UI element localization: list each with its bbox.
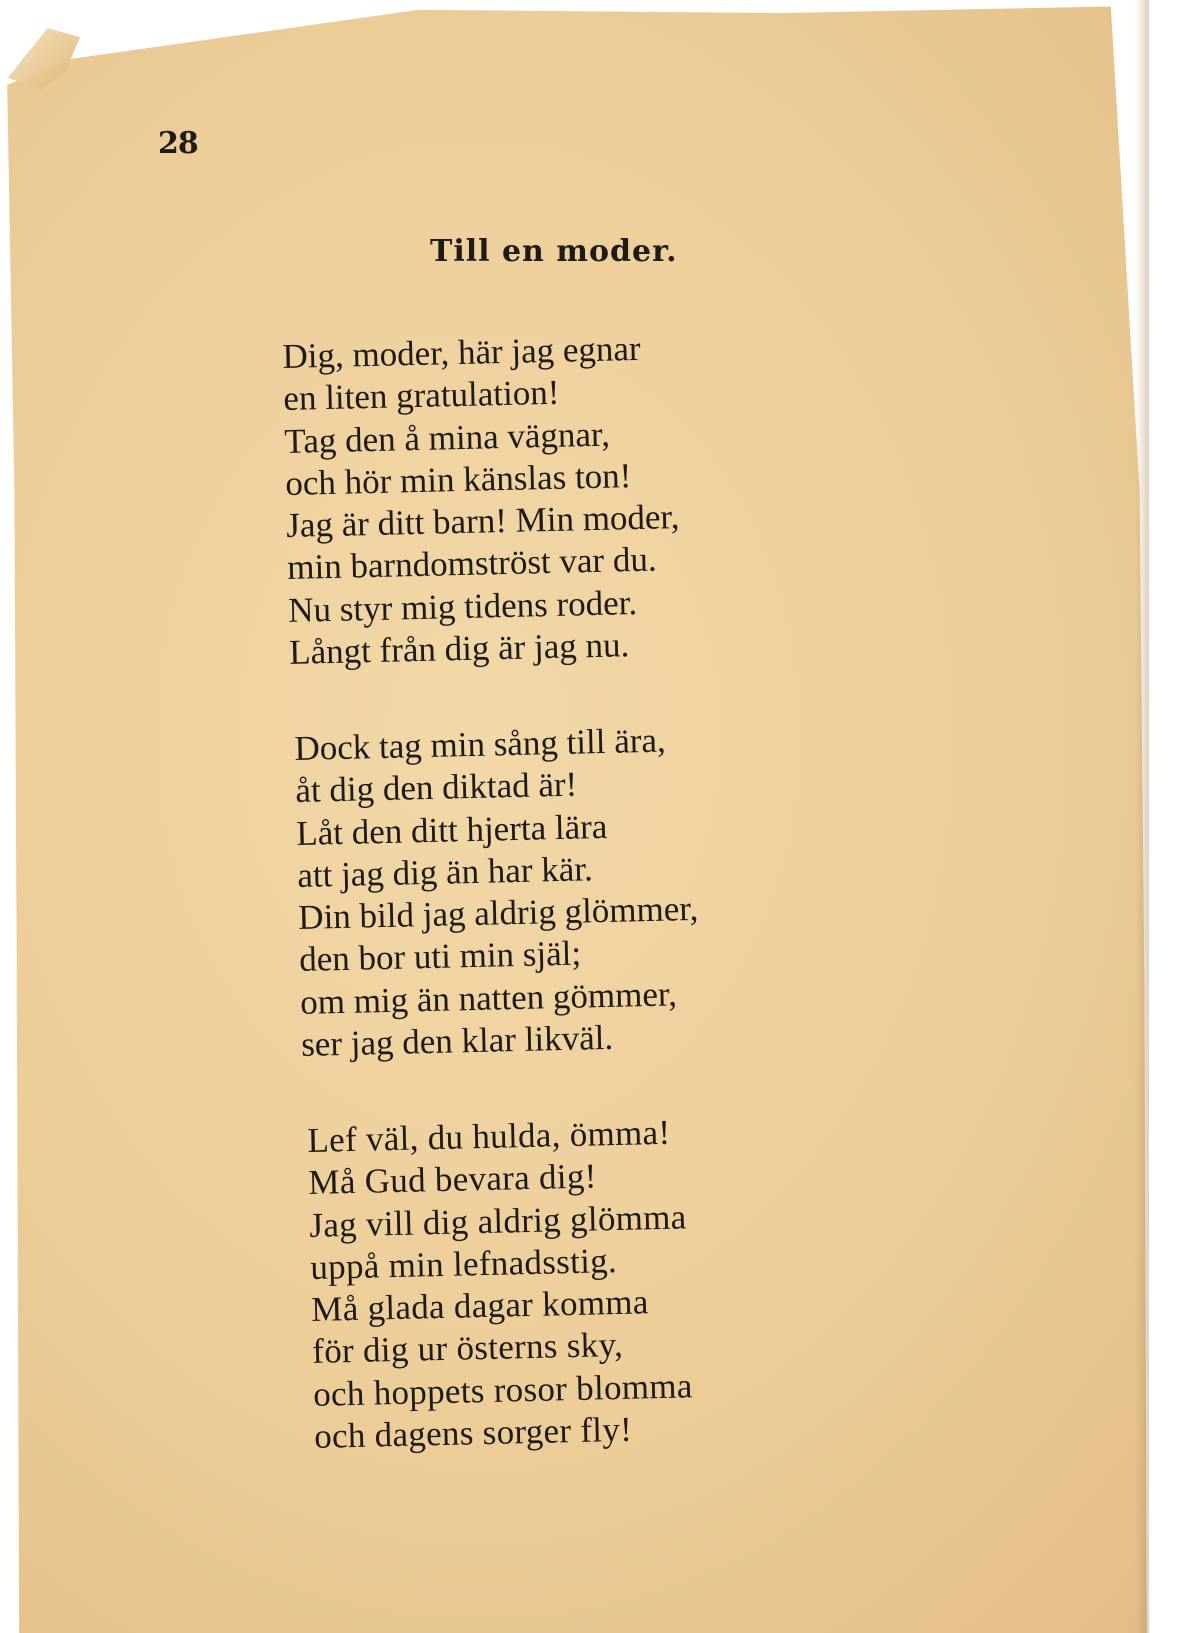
stanza-line: för dig ur österns sky, [311, 1325, 624, 1372]
page-number: 28 [158, 126, 198, 161]
stanza-line: och hoppets rosor blomma [312, 1366, 694, 1414]
stanza-line: Jag vill dig aldrig glömma [308, 1197, 687, 1245]
stanza-line: Jag är ditt barn! Min moder, [285, 497, 680, 546]
stanza-line: ser jag den klar likväl. [300, 1017, 614, 1064]
stanza-line: Dock tag min sång till ära, [294, 720, 667, 768]
stanza-line: Låt den ditt hjerta lära [295, 806, 608, 853]
stanza-line: Långt från dig är jag nu. [288, 625, 630, 672]
stanza-line: att jag dig än har kär. [296, 849, 594, 895]
stanza-line: åt dig den diktad är! [294, 764, 578, 811]
stanza-1 [282, 327, 683, 674]
stanza-line: min barndomströst var du. [286, 540, 658, 588]
poem-title: Till en moder. [430, 234, 678, 269]
stanza-2 [294, 719, 702, 1066]
stanza-line: Din bild jag aldrig glömmer, [297, 889, 699, 938]
stanza-line: och dagens sorger fly! [313, 1409, 633, 1456]
stanza-line: Må Gud bevara dig! [307, 1156, 598, 1203]
stanza-line: Må glada dagar komma [310, 1282, 650, 1330]
stanza-line: uppå min lefnadsstig. [309, 1240, 618, 1287]
stanza-line: den bor uti min själ; [298, 934, 582, 980]
stanza-line: Tag den å mina vägnar, [283, 414, 611, 461]
stanza-line: om mig än natten gömmer, [299, 974, 678, 1022]
stanza-line: och hör min känslas ton! [284, 456, 632, 503]
stanza-line: en liten gratulation! [282, 373, 560, 419]
stanza-line: Dig, moder, här jag egnar [282, 328, 642, 376]
stanza-3 [307, 1111, 694, 1458]
stanza-line: Lef väl, du hulda, ömma! [307, 1112, 671, 1160]
stanza-line: Nu styr mig tidens roder. [287, 582, 638, 630]
